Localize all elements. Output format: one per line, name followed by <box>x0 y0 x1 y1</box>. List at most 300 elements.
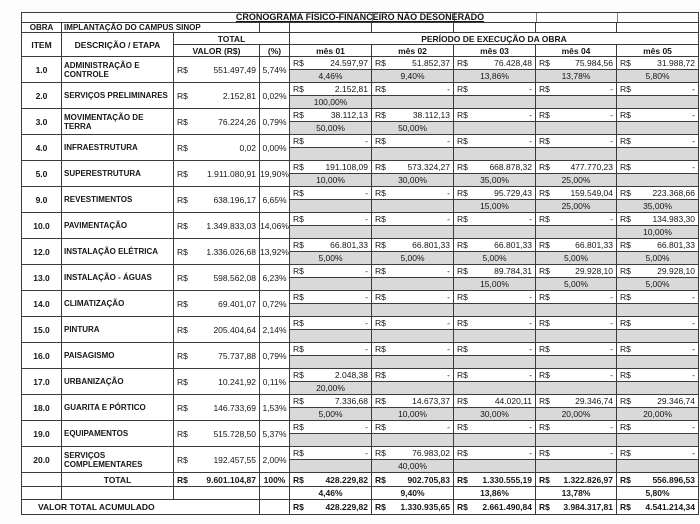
month-01-cell <box>290 291 372 317</box>
table-row <box>22 395 698 421</box>
currency-label: R$ <box>293 162 304 172</box>
item-cell: 13.0 <box>22 265 62 291</box>
currency-label: R$ <box>293 370 304 380</box>
table-row <box>22 369 698 395</box>
valor-cell <box>174 369 260 395</box>
item-cell: 1.0 <box>22 57 62 83</box>
currency-label: R$ <box>539 502 550 512</box>
currency-label: R$ <box>293 214 304 224</box>
month-amount: - <box>610 370 613 380</box>
acumulado-month-04 <box>536 500 617 514</box>
month-04-cell <box>536 57 617 83</box>
month-amount: - <box>365 344 368 354</box>
valor-amount: 1.336.026,68 <box>206 246 256 257</box>
valor-cell <box>174 265 260 291</box>
month-percent <box>617 148 698 161</box>
month-percent <box>454 96 536 109</box>
month-value <box>290 135 372 148</box>
month-value <box>372 265 454 278</box>
month-amount: - <box>365 448 368 458</box>
currency-label: R$ <box>293 396 304 406</box>
header-pct: (%) <box>260 45 290 57</box>
table-row <box>22 239 698 265</box>
currency-label: R$ <box>293 58 304 68</box>
descricao-cell: ADMINISTRAÇÃO E CONTROLE <box>62 57 174 83</box>
month-amount: - <box>692 292 695 302</box>
currency-label: R$ <box>375 448 386 458</box>
currency-label: R$ <box>375 344 386 354</box>
month-percent <box>454 460 536 473</box>
month-04-cell <box>536 109 617 135</box>
valor-cell <box>174 109 260 135</box>
valor-amount: 638.196,17 <box>213 194 256 205</box>
month-05-cell <box>617 291 698 317</box>
pct-cell: 5,37% <box>260 421 290 447</box>
month-amount: 38.112,13 <box>412 110 450 120</box>
descricao-cell: SERVIÇOS COMPLEMENTARES <box>62 447 174 473</box>
currency-label: R$ <box>293 240 304 250</box>
month-value <box>372 109 454 122</box>
month-percent <box>290 434 372 447</box>
valor-amount: 551.497,49 <box>213 64 256 75</box>
pct-cell: 0,02% <box>260 83 290 109</box>
acumulado-amount: 4.541.214,34 <box>645 502 695 512</box>
month-value <box>454 265 536 278</box>
month-percent <box>454 304 536 317</box>
month-amount: - <box>529 136 532 146</box>
month-01-cell <box>290 369 372 395</box>
empty-cell <box>617 23 698 33</box>
currency-label: R$ <box>457 422 468 432</box>
total-month-percent: 4,46% <box>290 487 372 500</box>
month-value <box>617 317 698 330</box>
month-amount: - <box>365 214 368 224</box>
month-02-cell <box>372 265 454 291</box>
month-value <box>372 343 454 356</box>
month-amount: - <box>692 84 695 94</box>
currency-label: R$ <box>539 58 550 68</box>
month-percent <box>617 460 698 473</box>
month-amount: - <box>692 110 695 120</box>
currency-label: R$ <box>539 474 550 485</box>
total-month-amount: 1.330.555,19 <box>482 474 532 485</box>
currency-label: R$ <box>177 142 188 153</box>
month-04-cell <box>536 213 617 239</box>
valor-cell <box>174 421 260 447</box>
acumulado-amount: 2.661.490,84 <box>482 502 532 512</box>
month-05-cell <box>617 135 698 161</box>
header-periodo: PERÍODO DE EXECUÇÃO DA OBRA <box>290 33 698 45</box>
month-percent <box>536 96 617 109</box>
month-percent: 35,00% <box>617 200 698 213</box>
month-amount: - <box>447 422 450 432</box>
currency-label: R$ <box>620 318 631 328</box>
acumulado-row <box>22 500 698 514</box>
month-percent: 50,00% <box>290 122 372 135</box>
month-04-cell <box>536 135 617 161</box>
month-percent <box>617 304 698 317</box>
currency-label: R$ <box>375 474 386 485</box>
currency-label: R$ <box>457 136 468 146</box>
month-percent <box>290 278 372 291</box>
table-row <box>22 421 698 447</box>
table-row <box>22 343 698 369</box>
month-02-cell <box>372 187 454 213</box>
currency-label: R$ <box>375 240 386 250</box>
total-month-02 <box>372 473 454 487</box>
month-percent <box>290 330 372 343</box>
empty-cell <box>174 487 260 500</box>
month-value <box>290 239 372 252</box>
month-amount: 2.048,38 <box>334 370 368 380</box>
item-cell: 18.0 <box>22 395 62 421</box>
total-month-percent: 13,78% <box>536 487 617 500</box>
currency-label: R$ <box>539 422 550 432</box>
item-cell: 20.0 <box>22 447 62 473</box>
valor-amount: 75.737,88 <box>218 350 256 361</box>
month-value <box>372 187 454 200</box>
valor-amount: 10.241,92 <box>218 376 256 387</box>
header-mes-01: mês 01 <box>290 45 372 57</box>
month-value <box>372 369 454 382</box>
month-04-cell <box>536 83 617 109</box>
currency-label: R$ <box>293 188 304 198</box>
month-amount: - <box>529 110 532 120</box>
currency-label: R$ <box>293 502 304 512</box>
currency-label: R$ <box>177 376 188 387</box>
month-amount: 44.020,11 <box>494 396 532 406</box>
month-percent: 30,00% <box>372 174 454 187</box>
month-amount: - <box>529 370 532 380</box>
descricao-cell: URBANIZAÇÃO <box>62 369 174 395</box>
month-05-cell <box>617 421 698 447</box>
month-01-cell <box>290 239 372 265</box>
month-percent <box>290 356 372 369</box>
month-percent: 5,00% <box>536 252 617 265</box>
pct-cell: 0,72% <box>260 291 290 317</box>
month-01-cell <box>290 421 372 447</box>
currency-label: R$ <box>375 396 386 406</box>
month-02-cell <box>372 421 454 447</box>
month-amount: 76.428,48 <box>494 58 532 68</box>
currency-label: R$ <box>620 214 631 224</box>
month-03-cell <box>454 239 536 265</box>
currency-label: R$ <box>620 266 631 276</box>
month-percent <box>372 356 454 369</box>
month-value <box>617 291 698 304</box>
month-percent: 20,00% <box>617 408 698 421</box>
month-percent <box>536 226 617 239</box>
month-amount: - <box>447 344 450 354</box>
currency-label: R$ <box>177 474 188 485</box>
month-amount: 66.801,33 <box>494 240 532 250</box>
month-value <box>454 369 536 382</box>
item-cell: 4.0 <box>22 135 62 161</box>
month-05-cell <box>617 161 698 187</box>
month-amount: 75.984,56 <box>575 58 613 68</box>
header-item: ITEM <box>22 33 62 57</box>
month-05-cell <box>617 369 698 395</box>
empty-cell <box>22 473 62 487</box>
empty-cell <box>536 23 617 33</box>
month-percent: 4,46% <box>290 70 372 83</box>
month-02-cell <box>372 291 454 317</box>
month-amount: - <box>365 318 368 328</box>
month-amount: - <box>692 162 695 172</box>
month-amount: - <box>365 422 368 432</box>
month-percent: 5,80% <box>617 70 698 83</box>
month-value <box>290 291 372 304</box>
pct-cell: 6,65% <box>260 187 290 213</box>
total-month-percent: 9,40% <box>372 487 454 500</box>
currency-label: R$ <box>457 162 468 172</box>
month-amount: 29.928,10 <box>657 266 695 276</box>
month-01-cell <box>290 109 372 135</box>
valor-amount: 598.562,08 <box>213 272 256 283</box>
currency-label: R$ <box>293 422 304 432</box>
descricao-cell: CLIMATIZAÇÃO <box>62 291 174 317</box>
month-value <box>372 317 454 330</box>
currency-label: R$ <box>293 266 304 276</box>
month-value <box>454 187 536 200</box>
month-percent: 15,00% <box>454 278 536 291</box>
month-02-cell <box>372 213 454 239</box>
currency-label: R$ <box>293 344 304 354</box>
acumulado-amount: 428.229,82 <box>325 502 368 512</box>
month-value <box>290 161 372 174</box>
month-03-cell <box>454 291 536 317</box>
total-pct-cell: 100% <box>260 473 290 487</box>
valor-amount: 205.404,64 <box>213 324 256 335</box>
currency-label: R$ <box>177 64 188 75</box>
month-03-cell <box>454 83 536 109</box>
month-amount: 668.878,32 <box>489 162 532 172</box>
currency-label: R$ <box>620 162 631 172</box>
month-amount: - <box>529 422 532 432</box>
month-amount: - <box>610 292 613 302</box>
month-percent: 10,00% <box>617 226 698 239</box>
month-amount: 89.784,31 <box>494 266 532 276</box>
month-value <box>617 109 698 122</box>
currency-label: R$ <box>620 58 631 68</box>
currency-label: R$ <box>375 266 386 276</box>
month-value <box>454 421 536 434</box>
month-value <box>536 187 617 200</box>
month-05-cell <box>617 83 698 109</box>
currency-label: R$ <box>620 474 631 485</box>
month-amount: - <box>447 214 450 224</box>
descricao-cell: INFRAESTRUTURA <box>62 135 174 161</box>
table-row <box>22 317 698 343</box>
month-amount: - <box>692 318 695 328</box>
currency-label: R$ <box>375 110 386 120</box>
month-03-cell <box>454 57 536 83</box>
currency-label: R$ <box>177 324 188 335</box>
month-amount: 24.597,97 <box>330 58 368 68</box>
item-cell: 19.0 <box>22 421 62 447</box>
empty-cell <box>22 487 62 500</box>
month-value <box>454 57 536 70</box>
month-value <box>536 239 617 252</box>
month-amount: - <box>610 110 613 120</box>
month-value <box>454 83 536 96</box>
month-amount: 223.368,66 <box>652 188 695 198</box>
item-cell: 12.0 <box>22 239 62 265</box>
month-03-cell <box>454 161 536 187</box>
month-percent <box>617 96 698 109</box>
month-percent: 15,00% <box>454 200 536 213</box>
month-percent <box>372 226 454 239</box>
valor-cell <box>174 291 260 317</box>
month-01-cell <box>290 447 372 473</box>
month-percent: 20,00% <box>290 382 372 395</box>
month-04-cell <box>536 369 617 395</box>
month-04-cell <box>536 343 617 369</box>
month-percent: 5,00% <box>454 252 536 265</box>
month-amount: 7.336,68 <box>334 396 368 406</box>
month-percent <box>536 330 617 343</box>
month-value <box>454 161 536 174</box>
month-value <box>454 447 536 460</box>
valor-cell <box>174 447 260 473</box>
obra-row <box>22 23 698 33</box>
currency-label: R$ <box>293 318 304 328</box>
month-05-cell <box>617 109 698 135</box>
month-amount: - <box>610 214 613 224</box>
month-value <box>372 447 454 460</box>
month-percent: 20,00% <box>536 408 617 421</box>
cronograma-table <box>21 12 699 515</box>
total-amount: 9.601.104,87 <box>206 474 256 485</box>
month-percent: 5,00% <box>617 252 698 265</box>
currency-label: R$ <box>539 162 550 172</box>
month-value <box>617 161 698 174</box>
obra-label: OBRA <box>22 23 62 33</box>
item-cell: 2.0 <box>22 83 62 109</box>
valor-cell <box>174 343 260 369</box>
month-value <box>617 265 698 278</box>
valor-amount: 69.401,07 <box>218 298 256 309</box>
month-02-cell <box>372 135 454 161</box>
currency-label: R$ <box>375 162 386 172</box>
header-total: TOTAL <box>174 33 290 45</box>
month-percent: 35,00% <box>454 174 536 187</box>
month-05-cell <box>617 447 698 473</box>
month-percent <box>617 434 698 447</box>
month-value <box>454 213 536 226</box>
month-value <box>372 239 454 252</box>
header-mes-04: mês 04 <box>536 45 617 57</box>
currency-label: R$ <box>375 502 386 512</box>
table-row <box>22 291 698 317</box>
month-value <box>617 135 698 148</box>
month-amount: 29.928,10 <box>575 266 613 276</box>
table-row <box>22 265 698 291</box>
month-amount: - <box>447 188 450 198</box>
currency-label: R$ <box>457 240 468 250</box>
currency-label: R$ <box>539 84 550 94</box>
month-percent <box>372 200 454 213</box>
month-value <box>454 317 536 330</box>
currency-label: R$ <box>457 474 468 485</box>
currency-label: R$ <box>375 188 386 198</box>
month-percent <box>372 330 454 343</box>
currency-label: R$ <box>375 292 386 302</box>
acumulado-amount: 3.984.317,81 <box>563 502 613 512</box>
currency-label: R$ <box>620 240 631 250</box>
month-value <box>454 239 536 252</box>
header-descricao: DESCRIÇÃO / ETAPA <box>62 33 174 57</box>
month-02-cell <box>372 109 454 135</box>
month-percent <box>372 304 454 317</box>
month-amount: - <box>365 188 368 198</box>
item-cell: 15.0 <box>22 317 62 343</box>
month-04-cell <box>536 187 617 213</box>
currency-label: R$ <box>620 188 631 198</box>
pct-cell: 19,90% <box>260 161 290 187</box>
month-amount: 2.152,81 <box>334 84 368 94</box>
month-05-cell <box>617 187 698 213</box>
month-value <box>290 343 372 356</box>
valor-cell <box>174 187 260 213</box>
month-value <box>454 109 536 122</box>
month-amount: 29.346,74 <box>657 396 695 406</box>
currency-label: R$ <box>539 240 550 250</box>
month-percent: 10,00% <box>372 408 454 421</box>
month-percent <box>536 122 617 135</box>
valor-cell <box>174 83 260 109</box>
currency-label: R$ <box>539 344 550 354</box>
descricao-cell: INSTALAÇÃO - ÁGUAS <box>62 265 174 291</box>
currency-label: R$ <box>620 448 631 458</box>
currency-label: R$ <box>457 292 468 302</box>
valor-cell <box>174 317 260 343</box>
month-02-cell <box>372 317 454 343</box>
month-percent: 9,40% <box>372 70 454 83</box>
pct-cell: 0,00% <box>260 135 290 161</box>
month-percent <box>536 356 617 369</box>
currency-label: R$ <box>539 110 550 120</box>
table-row <box>22 109 698 135</box>
table-row <box>22 213 698 239</box>
descricao-cell: EQUIPAMENTOS <box>62 421 174 447</box>
month-03-cell <box>454 265 536 291</box>
currency-label: R$ <box>177 402 188 413</box>
item-cell: 17.0 <box>22 369 62 395</box>
descricao-cell: REVESTIMENTOS <box>62 187 174 213</box>
month-percent <box>454 356 536 369</box>
item-cell: 10.0 <box>22 213 62 239</box>
month-value <box>372 161 454 174</box>
month-value <box>536 135 617 148</box>
month-01-cell <box>290 265 372 291</box>
month-value <box>536 291 617 304</box>
month-01-cell <box>290 343 372 369</box>
valor-amount: 1.349.833,03 <box>206 220 256 231</box>
month-value <box>617 213 698 226</box>
total-month-amount: 556.896,53 <box>652 474 695 485</box>
currency-label: R$ <box>620 422 631 432</box>
month-value <box>290 317 372 330</box>
pct-cell: 14,06% <box>260 213 290 239</box>
month-amount: 29.346,74 <box>575 396 613 406</box>
month-value <box>290 447 372 460</box>
month-value <box>290 109 372 122</box>
currency-label: R$ <box>293 84 304 94</box>
month-percent <box>372 382 454 395</box>
currency-label: R$ <box>457 266 468 276</box>
month-04-cell <box>536 291 617 317</box>
